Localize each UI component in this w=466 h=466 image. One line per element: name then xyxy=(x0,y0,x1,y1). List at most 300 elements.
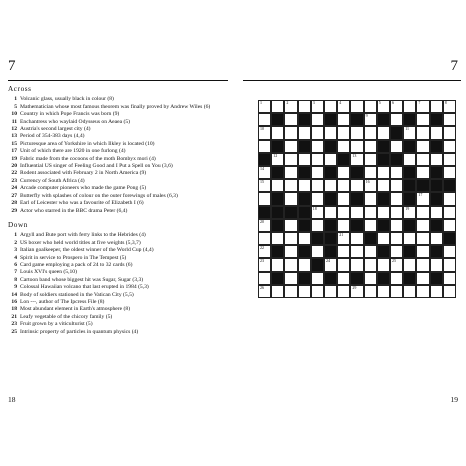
clue-text: Enchantress who waylaid Odysseus on Aeaea (5) xyxy=(20,118,130,125)
grid-cell[interactable] xyxy=(443,206,456,219)
grid-cell[interactable] xyxy=(443,126,456,139)
grid-cell[interactable] xyxy=(324,285,337,298)
clue-text: Argyll and Bute port with ferry links to the Hebrides (4) xyxy=(20,232,146,239)
grid-cell[interactable] xyxy=(337,206,350,219)
cell-number: 17 xyxy=(418,192,423,198)
grid-cell[interactable] xyxy=(364,272,377,285)
grid-cell[interactable] xyxy=(284,166,297,179)
grid-cell[interactable] xyxy=(271,126,284,139)
down-clue xyxy=(8,269,230,276)
down-clue xyxy=(8,247,230,254)
grid-cell[interactable] xyxy=(390,219,403,232)
grid-cell[interactable] xyxy=(350,179,363,192)
grid-cell[interactable] xyxy=(284,179,297,192)
down-clue xyxy=(8,321,230,328)
down-heading: Down xyxy=(8,220,28,229)
grid-cell-black xyxy=(324,272,337,285)
clue-number: 15 xyxy=(11,140,17,147)
grid-cell[interactable] xyxy=(443,219,456,232)
grid-cell[interactable] xyxy=(284,232,297,245)
cell-number: 20 xyxy=(260,218,264,224)
grid-cell[interactable] xyxy=(311,126,324,139)
grid-cell[interactable] xyxy=(416,272,429,285)
grid-cell[interactable] xyxy=(390,285,403,298)
grid-cell[interactable] xyxy=(416,100,429,113)
grid-cell[interactable] xyxy=(337,192,350,205)
grid-cell[interactable] xyxy=(443,245,456,258)
grid-cell-black xyxy=(324,166,337,179)
grid-cell-black xyxy=(430,179,443,192)
grid-cell-black xyxy=(284,206,297,219)
cell-number: 23 xyxy=(260,258,264,264)
grid-cell[interactable] xyxy=(443,153,456,166)
grid-cell[interactable] xyxy=(403,206,416,219)
grid-cell-black xyxy=(350,272,363,285)
grid-cell[interactable] xyxy=(403,126,416,139)
grid-cell[interactable] xyxy=(416,113,429,126)
clue-text: Arcade computer pioneers who made the game Pong (5) xyxy=(20,185,147,192)
grid-cell-black xyxy=(364,232,377,245)
grid-cell[interactable] xyxy=(377,285,390,298)
grid-cell-black xyxy=(350,166,363,179)
clue-number: 29 xyxy=(11,207,17,214)
grid-cell[interactable] xyxy=(324,100,337,113)
page-number: 18 xyxy=(8,395,16,404)
grid-cell[interactable] xyxy=(364,153,377,166)
grid-cell[interactable] xyxy=(271,153,284,166)
grid-cell-black xyxy=(377,219,390,232)
grid-cell-black xyxy=(403,179,416,192)
grid-cell[interactable] xyxy=(311,192,324,205)
grid-cell[interactable] xyxy=(337,219,350,232)
grid-cell[interactable] xyxy=(284,126,297,139)
grid-cell[interactable] xyxy=(284,113,297,126)
clue-text: Country in which Pope Francis was born (9) xyxy=(20,111,120,118)
grid-cell[interactable] xyxy=(311,285,324,298)
grid-cell-black xyxy=(298,192,311,205)
grid-cell[interactable] xyxy=(350,140,363,153)
grid-cell[interactable] xyxy=(416,232,429,245)
clue-number: 17 xyxy=(11,148,17,155)
down-clue xyxy=(8,255,230,262)
grid-cell[interactable] xyxy=(311,179,324,192)
grid-cell[interactable] xyxy=(311,113,324,126)
grid-cell[interactable] xyxy=(298,232,311,245)
grid-cell-black xyxy=(350,113,363,126)
grid-cell[interactable] xyxy=(284,285,297,298)
grid-cell-black xyxy=(271,140,284,153)
grid-cell[interactable] xyxy=(258,166,271,179)
grid-cell[interactable] xyxy=(271,100,284,113)
grid-cell[interactable] xyxy=(443,285,456,298)
grid-cell[interactable] xyxy=(443,113,456,126)
grid-cell[interactable] xyxy=(350,245,363,258)
grid-cell[interactable] xyxy=(403,285,416,298)
clue-text: Italian goalkeeper, the oldest winner of the World Cup (4,4) xyxy=(20,247,154,254)
grid-cell[interactable] xyxy=(364,140,377,153)
grid-cell-black xyxy=(377,153,390,166)
cell-number: 12 xyxy=(273,152,278,158)
grid-cell-black xyxy=(324,245,337,258)
grid-cell[interactable] xyxy=(324,206,337,219)
grid-cell[interactable] xyxy=(284,272,297,285)
clue-number: 23 xyxy=(11,177,17,184)
cell-number: 25 xyxy=(392,258,396,264)
grid-cell[interactable] xyxy=(443,258,456,271)
clue-text: Austria's second largest city (4) xyxy=(20,126,91,133)
grid-cell[interactable] xyxy=(311,206,324,219)
clue-text: Fruit grown by a viticulturist (5) xyxy=(20,321,93,328)
clue-text: Louis XVI's queen (5,10) xyxy=(20,269,77,276)
grid-cell[interactable] xyxy=(311,100,324,113)
clue-number: 10 xyxy=(11,111,17,118)
grid-cell[interactable] xyxy=(390,272,403,285)
grid-cell[interactable] xyxy=(443,192,456,205)
grid-cell[interactable] xyxy=(390,258,403,271)
grid-cell[interactable] xyxy=(311,153,324,166)
grid-cell-black xyxy=(337,153,350,166)
grid-cell[interactable] xyxy=(443,272,456,285)
grid-cell[interactable] xyxy=(284,153,297,166)
grid-cell[interactable] xyxy=(311,166,324,179)
grid-cell[interactable] xyxy=(311,272,324,285)
grid-cell[interactable] xyxy=(416,140,429,153)
grid-cell[interactable] xyxy=(284,219,297,232)
grid-cell[interactable] xyxy=(430,153,443,166)
grid-cell-black xyxy=(443,179,456,192)
grid-cell-black xyxy=(298,219,311,232)
grid-cell[interactable] xyxy=(337,258,350,271)
grid-cell[interactable] xyxy=(337,140,350,153)
grid-cell[interactable] xyxy=(430,100,443,113)
grid-cell[interactable] xyxy=(403,100,416,113)
grid-cell-black xyxy=(258,153,271,166)
clue-number: 5 xyxy=(14,103,17,110)
grid-cell[interactable] xyxy=(258,272,271,285)
grid-cell[interactable] xyxy=(258,245,271,258)
clue-text: Most abundant element in Earth's atmosphere (8) xyxy=(20,306,131,313)
grid-cell[interactable] xyxy=(364,192,377,205)
grid-cell[interactable] xyxy=(258,100,271,113)
grid-cell[interactable] xyxy=(377,258,390,271)
down-clue xyxy=(8,306,230,313)
grid-cell[interactable] xyxy=(390,245,403,258)
grid-cell[interactable] xyxy=(430,232,443,245)
grid-cell[interactable] xyxy=(284,140,297,153)
grid-cell[interactable] xyxy=(416,245,429,258)
grid-cell[interactable] xyxy=(298,153,311,166)
grid-cell[interactable] xyxy=(364,206,377,219)
clue-number: 27 xyxy=(11,192,17,199)
grid-cell-black xyxy=(298,166,311,179)
grid-cell[interactable] xyxy=(390,206,403,219)
page-chapter-number: 7 xyxy=(450,58,458,74)
grid-cell[interactable] xyxy=(337,285,350,298)
cell-number: 29 xyxy=(352,284,357,290)
grid-cell-black xyxy=(298,206,311,219)
clue-number: 22 xyxy=(11,170,17,177)
clue-text: Body of soldiers stationed in the Vatican City (5,5) xyxy=(20,291,134,298)
cell-number: 4 xyxy=(339,100,342,105)
grid-cell[interactable] xyxy=(284,100,297,113)
clue-text: Cartoon band whose biggest hit was Sugar, Sugar (3,3) xyxy=(20,276,144,283)
clue-text: Mathematician whose most famous theorem was finally proved by Andrew Wiles (6) xyxy=(20,103,211,110)
grid-cell-black xyxy=(390,153,403,166)
grid-cell[interactable] xyxy=(443,140,456,153)
grid-cell[interactable] xyxy=(390,100,403,113)
grid-cell[interactable] xyxy=(258,285,271,298)
grid-cell-black xyxy=(430,219,443,232)
grid-cell[interactable] xyxy=(324,153,337,166)
cell-number: 5 xyxy=(378,100,381,105)
clue-number: 9 xyxy=(14,284,17,291)
grid-cell[interactable] xyxy=(258,140,271,153)
grid-cell[interactable] xyxy=(390,113,403,126)
grid-cell[interactable] xyxy=(430,206,443,219)
grid-cell[interactable] xyxy=(271,179,284,192)
cell-number: 16 xyxy=(365,179,370,185)
grid-cell[interactable] xyxy=(364,258,377,271)
grid-cell[interactable] xyxy=(377,126,390,139)
clue-text: Earl of Leicester who was a favourite of Elizabeth I (6) xyxy=(20,200,144,207)
grid-cell[interactable] xyxy=(298,258,311,271)
grid-cell[interactable] xyxy=(364,126,377,139)
cell-number: 7 xyxy=(418,100,421,105)
grid-cell[interactable] xyxy=(337,179,350,192)
clue-text: Fabric made from the cocoons of the moth Bombyx mori (4) xyxy=(20,155,156,162)
grid-cell-black xyxy=(298,272,311,285)
grid-cell[interactable] xyxy=(350,258,363,271)
grid-cell[interactable] xyxy=(258,232,271,245)
across-clue xyxy=(8,133,230,140)
grid-cell[interactable] xyxy=(403,232,416,245)
grid-cell[interactable] xyxy=(350,153,363,166)
grid-cell[interactable] xyxy=(364,113,377,126)
grid-cell[interactable] xyxy=(324,179,337,192)
grid-cell-black xyxy=(271,166,284,179)
grid-cell-black xyxy=(271,206,284,219)
down-clues xyxy=(8,232,230,336)
grid-cell-black xyxy=(271,245,284,258)
grid-cell[interactable] xyxy=(258,126,271,139)
across-clues xyxy=(8,96,230,215)
grid-cell[interactable] xyxy=(430,126,443,139)
grid-cell[interactable] xyxy=(350,285,363,298)
clue-number: 18 xyxy=(11,306,17,313)
grid-cell[interactable] xyxy=(324,258,337,271)
grid-cell-black xyxy=(350,192,363,205)
grid-cell[interactable] xyxy=(324,126,337,139)
grid-cell-black xyxy=(430,140,443,153)
cell-number: 1 xyxy=(260,100,262,105)
grid-cell[interactable] xyxy=(443,166,456,179)
cell-number: 24 xyxy=(326,258,330,264)
across-clue xyxy=(8,96,230,103)
grid-cell[interactable] xyxy=(364,219,377,232)
cell-number: 15 xyxy=(260,179,264,185)
clue-number: 16 xyxy=(11,298,17,305)
grid-cell-black xyxy=(403,192,416,205)
grid-cell[interactable] xyxy=(298,179,311,192)
grid-cell[interactable] xyxy=(311,140,324,153)
grid-cell[interactable] xyxy=(350,126,363,139)
grid-cell[interactable] xyxy=(377,206,390,219)
grid-cell-black xyxy=(403,219,416,232)
grid-cell[interactable] xyxy=(337,100,350,113)
grid-cell-black xyxy=(390,126,403,139)
grid-cell[interactable] xyxy=(364,166,377,179)
grid-cell-black xyxy=(298,113,311,126)
grid-cell[interactable] xyxy=(311,219,324,232)
clue-text: Period of 354-383 days (4,4) xyxy=(20,133,85,140)
clue-text: Rodent associated with February 2 in North America (9) xyxy=(20,170,147,177)
grid-cell-black xyxy=(271,113,284,126)
clue-text: Influential US singer of Feeling Good and I Put a Spell on You (3,6) xyxy=(20,163,173,170)
grid-cell[interactable] xyxy=(271,285,284,298)
grid-cell[interactable] xyxy=(377,179,390,192)
grid-cell-black xyxy=(311,258,324,271)
grid-cell[interactable] xyxy=(364,179,377,192)
grid-cell-black xyxy=(430,245,443,258)
clue-text: Card game employing a pack of 24 to 32 cards (6) xyxy=(20,261,133,268)
grid-cell[interactable] xyxy=(430,258,443,271)
grid-cell[interactable] xyxy=(416,285,429,298)
grid-cell-black xyxy=(430,272,443,285)
clue-number: 7 xyxy=(14,269,17,276)
grid-cell[interactable] xyxy=(258,258,271,271)
clue-number: 19 xyxy=(11,155,17,162)
grid-cell[interactable] xyxy=(258,219,271,232)
grid-cell[interactable] xyxy=(416,258,429,271)
down-clue xyxy=(8,329,230,336)
clue-number: 21 xyxy=(11,313,17,320)
grid-cell[interactable] xyxy=(377,100,390,113)
across-clue xyxy=(8,208,230,215)
page-number: 19 xyxy=(450,395,458,404)
grid-cell[interactable] xyxy=(390,179,403,192)
grid-cell[interactable] xyxy=(271,232,284,245)
cell-number: 21 xyxy=(339,232,344,237)
grid-cell[interactable] xyxy=(403,258,416,271)
cell-number: 14 xyxy=(260,166,264,171)
down-clue xyxy=(8,232,230,239)
grid-cell[interactable] xyxy=(337,232,350,245)
grid-cell[interactable] xyxy=(311,245,324,258)
grid-cell-black xyxy=(311,232,324,245)
grid-cell[interactable] xyxy=(284,192,297,205)
grid-cell[interactable] xyxy=(416,166,429,179)
across-clue xyxy=(8,200,230,207)
grid-cell[interactable] xyxy=(403,153,416,166)
grid-cell[interactable] xyxy=(271,258,284,271)
grid-cell[interactable] xyxy=(390,140,403,153)
grid-cell-black xyxy=(403,245,416,258)
grid-cell[interactable] xyxy=(390,232,403,245)
grid-cell[interactable] xyxy=(298,100,311,113)
grid-cell[interactable] xyxy=(390,166,403,179)
grid-cell[interactable] xyxy=(284,258,297,271)
clue-text: Butterfly with splashes of colour on the outer forewings of males (6,3) xyxy=(20,192,178,199)
grid-cell[interactable] xyxy=(337,166,350,179)
clue-number: 20 xyxy=(11,163,17,170)
clue-text: Intrinsic property of particles in quantum physics (4) xyxy=(20,328,139,335)
header-rule xyxy=(8,80,228,81)
clue-text: Volcanic glass, usually black in colour (8) xyxy=(20,96,114,103)
grid-cell[interactable] xyxy=(337,126,350,139)
cell-number: 26 xyxy=(260,284,264,290)
clue-number: 28 xyxy=(11,200,17,207)
grid-cell[interactable] xyxy=(416,192,429,205)
grid-cell[interactable] xyxy=(284,245,297,258)
clue-number: 23 xyxy=(11,321,17,328)
grid-cell-black xyxy=(403,113,416,126)
grid-cell[interactable] xyxy=(337,272,350,285)
clue-number: 14 xyxy=(11,291,17,298)
grid-cell-black xyxy=(416,179,429,192)
grid-cell[interactable] xyxy=(430,285,443,298)
grid-cell[interactable] xyxy=(350,100,363,113)
grid-cell[interactable] xyxy=(258,113,271,126)
grid-cell[interactable] xyxy=(377,166,390,179)
grid-cell-black xyxy=(324,113,337,126)
grid-cell[interactable] xyxy=(364,285,377,298)
grid-cell[interactable] xyxy=(416,126,429,139)
clue-text: Lon ---, author of The Ipcress File (8) xyxy=(20,298,105,305)
grid-cell-black xyxy=(430,113,443,126)
grid-cell-black xyxy=(377,113,390,126)
grid-cell[interactable] xyxy=(298,285,311,298)
grid-cell[interactable] xyxy=(350,232,363,245)
grid-cell-black xyxy=(377,140,390,153)
grid-cell[interactable] xyxy=(416,153,429,166)
crossword-grid xyxy=(258,100,456,298)
grid-cell[interactable] xyxy=(258,192,271,205)
grid-cell[interactable] xyxy=(364,100,377,113)
across-clue xyxy=(8,193,230,200)
grid-cell-black xyxy=(271,219,284,232)
grid-cell[interactable] xyxy=(258,179,271,192)
grid-cell[interactable] xyxy=(443,100,456,113)
grid-cell-black xyxy=(377,192,390,205)
across-clue xyxy=(8,148,230,155)
clue-number: 6 xyxy=(14,261,17,268)
clue-number: 3 xyxy=(14,247,17,254)
grid-cell-black xyxy=(324,192,337,205)
clue-list xyxy=(8,86,230,336)
grid-cell[interactable] xyxy=(337,113,350,126)
grid-cell[interactable] xyxy=(350,206,363,219)
grid-cell[interactable] xyxy=(416,206,429,219)
grid-cell[interactable] xyxy=(390,192,403,205)
cell-number: 3 xyxy=(312,100,315,105)
cell-number: 8 xyxy=(444,100,447,105)
grid-cell-black xyxy=(324,219,337,232)
grid-cell[interactable] xyxy=(337,245,350,258)
grid-cell-black xyxy=(430,192,443,205)
clue-number: 8 xyxy=(14,276,17,283)
cell-number: 22 xyxy=(260,245,264,251)
across-heading: Across xyxy=(8,85,32,93)
grid-cell[interactable] xyxy=(377,232,390,245)
grid-cell-black xyxy=(443,232,456,245)
clue-text: Colossal Hawaiian volcano that last erupted in 1984 (5,3) xyxy=(20,284,149,291)
clue-text: Actor who starred in the BBC drama Peter (6,4) xyxy=(20,207,128,214)
grid-cell[interactable] xyxy=(364,245,377,258)
grid-cell[interactable] xyxy=(298,126,311,139)
cell-number: 9 xyxy=(365,113,368,119)
clue-number: 1 xyxy=(14,232,17,239)
grid-cell[interactable] xyxy=(416,219,429,232)
